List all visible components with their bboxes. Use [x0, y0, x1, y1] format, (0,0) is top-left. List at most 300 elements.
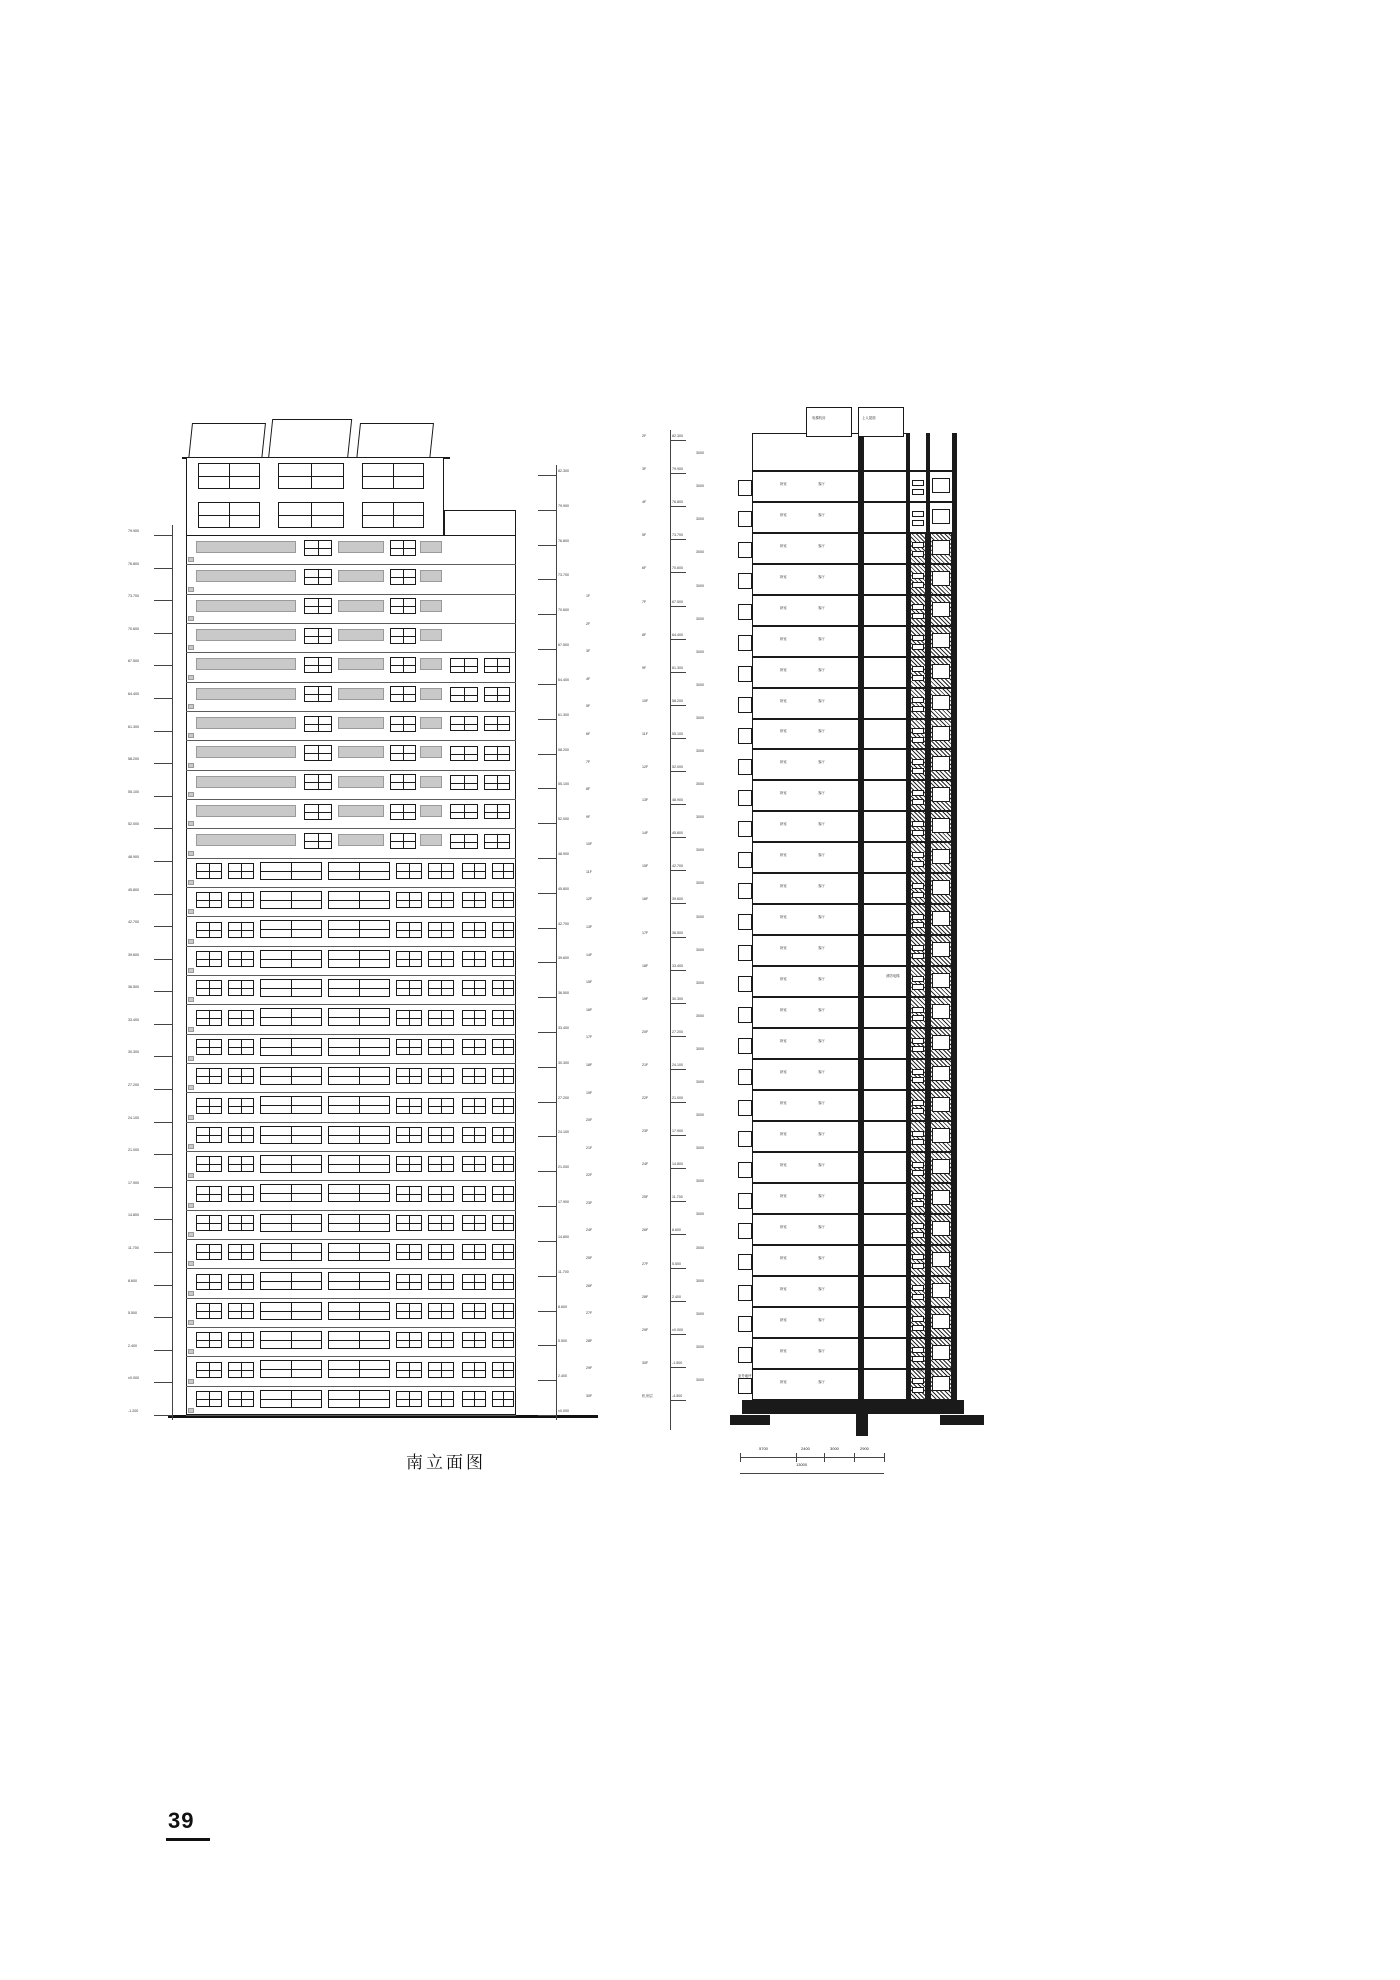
- section-floor-height-dim: 3000: [696, 1312, 704, 1317]
- room-label: 卧室: [780, 1101, 787, 1105]
- elevation-level-label: 8.600: [558, 1305, 567, 1309]
- facade-spandrel: [188, 1261, 194, 1266]
- section-floor-tag: 15F: [642, 864, 649, 868]
- facade-spandrel: [188, 792, 194, 797]
- facade-spandrel: [188, 880, 194, 885]
- facade-window: [492, 1215, 514, 1231]
- elevation-level-label: ±0.000: [558, 1409, 569, 1413]
- elevation-level-label: 61.300: [558, 713, 569, 717]
- floor-slab: [752, 748, 957, 750]
- dimension-value: 2900: [860, 1446, 869, 1451]
- floor-slab: [752, 841, 957, 843]
- level-tick: [154, 926, 172, 927]
- floor-line: [186, 1004, 516, 1005]
- elevation-level-label: 67.500: [558, 643, 569, 647]
- facade-window: [304, 569, 332, 585]
- elevator-car: [932, 880, 950, 895]
- facade-window: [492, 1186, 514, 1202]
- floor-line: [186, 711, 516, 712]
- facade-window: [196, 1127, 222, 1143]
- section-level-label: 2.400: [672, 1295, 681, 1299]
- level-tick: [538, 962, 556, 963]
- facade-window: [492, 1391, 514, 1407]
- facade-window: [492, 1362, 514, 1378]
- facade-spandrel: [188, 1173, 194, 1178]
- facade-window: [450, 687, 478, 702]
- level-tick: [538, 649, 556, 650]
- elevation-level-label: 36.500: [558, 991, 569, 995]
- section-floor-tag: 机房层: [642, 1394, 653, 1398]
- stair-flight: [912, 1294, 924, 1300]
- penthouse-window: [362, 502, 424, 528]
- facade-window: [428, 1215, 454, 1231]
- elevator-machine-room: [806, 407, 852, 437]
- outdoor-ground-label: 室外地坪: [738, 1374, 752, 1378]
- section-floor-height-dim: 3000: [696, 1014, 704, 1019]
- facade-window: [428, 1098, 454, 1114]
- facade-window: [462, 892, 486, 908]
- facade-window: [228, 951, 254, 967]
- facade-panel: [338, 541, 384, 553]
- level-tick: [670, 1168, 686, 1169]
- elevation-level-label: 55.100: [558, 782, 569, 786]
- floor-line: [186, 1092, 516, 1093]
- level-tick: [670, 672, 686, 673]
- section-floor-height-dim: 3000: [696, 1279, 704, 1284]
- section-level-label: 33.400: [672, 964, 683, 968]
- floor-slab: [752, 996, 957, 998]
- balcony: [738, 480, 752, 496]
- elevation-floor-tag: 22F: [586, 1173, 593, 1177]
- stair-flight: [912, 1193, 924, 1199]
- floor-slab: [752, 872, 957, 874]
- room-label: 客厅: [818, 668, 825, 672]
- facade-window: [492, 980, 514, 996]
- facade-window: [462, 1244, 486, 1260]
- facade-panel: [338, 658, 384, 670]
- room-label: 卧室: [780, 1256, 787, 1260]
- room-label: 客厅: [818, 1163, 825, 1167]
- facade-window: [428, 980, 454, 996]
- level-tick: [154, 633, 172, 634]
- balcony: [738, 790, 752, 806]
- facade-panel: [196, 776, 296, 788]
- facade-window: [260, 1214, 322, 1232]
- facade-spandrel: [188, 997, 194, 1002]
- room-label: 客厅: [818, 606, 825, 610]
- stair-flight: [912, 675, 924, 681]
- level-tick: [670, 1234, 686, 1235]
- facade-panel: [338, 776, 384, 788]
- facade-window: [328, 862, 390, 880]
- elevation-level-label: 58.200: [128, 757, 139, 761]
- balcony: [738, 511, 752, 527]
- balcony: [738, 1285, 752, 1301]
- elevation-level-label: 5.500: [558, 1339, 567, 1343]
- elevation-floor-tag: 8F: [586, 787, 591, 791]
- floor-line: [186, 1386, 516, 1387]
- stair-flight: [912, 914, 924, 920]
- facade-window: [196, 1303, 222, 1319]
- facade-panel: [196, 688, 296, 700]
- section-floor-height-dim: 3000: [696, 1246, 704, 1251]
- elevation-floor-tag: 11F: [586, 870, 592, 874]
- facade-window: [484, 775, 510, 790]
- level-tick: [154, 959, 172, 960]
- elevation-level-label: 58.200: [558, 748, 569, 752]
- room-label: 卧室: [780, 668, 787, 672]
- section-level-label: 36.500: [672, 931, 683, 935]
- section-floor-height-dim: 3000: [696, 1345, 704, 1350]
- section-floor-tag: 3F: [642, 467, 647, 471]
- stair-flight: [912, 489, 924, 495]
- elevation-floor-tag: 19F: [586, 1091, 593, 1095]
- section-floor-tag: 27F: [642, 1262, 649, 1266]
- balcony: [738, 1193, 752, 1209]
- facade-window: [328, 1243, 390, 1261]
- level-tick: [538, 1032, 556, 1033]
- room-label: 卧室: [780, 760, 787, 764]
- level-tick: [538, 1345, 556, 1346]
- stair-flight: [912, 1046, 924, 1052]
- level-tick: [538, 1067, 556, 1068]
- facade-window: [260, 1126, 322, 1144]
- elevation-level-label: ±0.000: [128, 1376, 139, 1380]
- facade-window: [484, 746, 510, 761]
- facade-window: [390, 774, 416, 790]
- elevator-car: [932, 1314, 950, 1329]
- floor-line: [186, 1415, 516, 1416]
- elevator-car: [932, 1004, 950, 1019]
- elevation-level-label: 52.000: [128, 822, 139, 826]
- section-level-label: 76.800: [672, 500, 683, 504]
- facade-window: [228, 1274, 254, 1290]
- elevator-car: [932, 1376, 950, 1391]
- penthouse-window: [198, 463, 260, 489]
- elevator-car: [932, 1128, 950, 1143]
- room-label: 客厅: [818, 1070, 825, 1074]
- stair-flight: [912, 1038, 924, 1044]
- facade-window: [492, 1274, 514, 1290]
- stair-flight: [912, 976, 924, 982]
- floor-slab: [752, 1089, 957, 1091]
- facade-window: [462, 1010, 486, 1026]
- facade-window: [492, 1156, 514, 1172]
- room-label: 卧室: [780, 1132, 787, 1136]
- elevation-level-label: 52.000: [558, 817, 569, 821]
- section-floor-height-dim: 3000: [696, 484, 704, 489]
- stair-flight: [912, 759, 924, 765]
- facade-window: [396, 1303, 422, 1319]
- stair-flight: [912, 892, 924, 898]
- facade-panel: [338, 834, 384, 846]
- elevation-level-label: 45.800: [128, 888, 139, 892]
- level-tick: [670, 804, 686, 805]
- floor-line: [186, 1327, 516, 1328]
- stair-flight: [912, 945, 924, 951]
- level-tick: [154, 1415, 172, 1416]
- facade-window: [228, 1244, 254, 1260]
- facade-spandrel: [188, 1408, 194, 1413]
- stair-flight: [912, 790, 924, 796]
- level-tick: [154, 600, 172, 601]
- balcony: [738, 976, 752, 992]
- facade-window: [260, 1155, 322, 1173]
- elevation-level-label: 36.500: [128, 985, 139, 989]
- stair-flight: [912, 1201, 924, 1207]
- stair-flight: [912, 480, 924, 486]
- facade-spandrel: [188, 763, 194, 768]
- elevator-car: [932, 756, 950, 771]
- level-tick: [538, 545, 556, 546]
- facade-window: [462, 863, 486, 879]
- section-floor-tag: 4F: [642, 500, 647, 504]
- section-floor-tag: 9F: [642, 666, 647, 670]
- floor-line: [186, 946, 516, 947]
- facade-window: [304, 657, 332, 673]
- level-tick: [154, 1056, 172, 1057]
- elevation-level-label: 48.900: [558, 852, 569, 856]
- balcony: [738, 635, 752, 651]
- foundation-footing-left: [730, 1415, 770, 1425]
- facade-window: [428, 863, 454, 879]
- room-label: 客厅: [818, 729, 825, 733]
- level-tick: [670, 1301, 686, 1302]
- stair-flight: [912, 666, 924, 672]
- facade-panel: [420, 658, 442, 670]
- facade-window: [328, 1390, 390, 1408]
- elevator-car: [932, 1252, 950, 1267]
- room-label: 卧室: [780, 1070, 787, 1074]
- section-level-label: 58.200: [672, 699, 683, 703]
- section-outer-wall-left: [752, 433, 864, 1400]
- floor-slab: [752, 934, 957, 936]
- facade-spandrel: [188, 1291, 194, 1296]
- elevation-level-label: 79.900: [128, 529, 139, 533]
- facade-window: [260, 1184, 322, 1202]
- stair-flight: [912, 922, 924, 928]
- room-label: 客厅: [818, 513, 825, 517]
- elevation-floor-tag: 24F: [586, 1228, 593, 1232]
- facade-window: [396, 1156, 422, 1172]
- level-tick: [538, 1311, 556, 1312]
- facade-panel: [420, 834, 442, 846]
- facade-window: [428, 922, 454, 938]
- facade-window: [260, 1067, 322, 1085]
- room-label: 卧室: [780, 1194, 787, 1198]
- facade-window: [492, 922, 514, 938]
- elevation-level-label: 42.700: [128, 920, 139, 924]
- facade-window: [390, 804, 416, 820]
- elevation-level-label: 64.400: [558, 678, 569, 682]
- level-tick: [670, 1268, 686, 1269]
- elevator-car: [932, 911, 950, 926]
- stair-flight: [912, 1316, 924, 1322]
- level-tick: [670, 572, 686, 573]
- section-level-label: 82.300: [672, 434, 683, 438]
- facade-panel: [338, 600, 384, 612]
- section-level-label: 45.800: [672, 831, 683, 835]
- elevation-floor-tag: 6F: [586, 732, 591, 736]
- facade-window: [260, 1272, 322, 1290]
- balcony: [738, 573, 752, 589]
- dimension-tick: [824, 1453, 825, 1462]
- section-level-label: 73.700: [672, 533, 683, 537]
- facade-window: [228, 1010, 254, 1026]
- level-tick: [538, 823, 556, 824]
- stair-flight: [912, 1139, 924, 1145]
- facade-window: [484, 658, 510, 673]
- section-floor-height-dim: 3000: [696, 550, 704, 555]
- facade-spandrel: [188, 1232, 194, 1237]
- room-label: 客厅: [818, 822, 825, 826]
- facade-spandrel: [188, 1027, 194, 1032]
- section-floor-tag: 2F: [642, 434, 647, 438]
- balcony: [738, 759, 752, 775]
- facade-window: [228, 1391, 254, 1407]
- facade-window: [492, 1244, 514, 1260]
- facade-window: [390, 540, 416, 556]
- elevator-car: [932, 1190, 950, 1205]
- section-level-label: 24.100: [672, 1063, 683, 1067]
- penthouse-window: [198, 502, 260, 528]
- elevation-floor-tag: 13F: [586, 925, 593, 929]
- elevation-level-label: 61.300: [128, 725, 139, 729]
- section-floor-tag: 19F: [642, 997, 649, 1001]
- stair-flight: [912, 1015, 924, 1021]
- floor-slab: [752, 1182, 957, 1184]
- facade-window: [196, 1244, 222, 1260]
- room-label: 客厅: [818, 1008, 825, 1012]
- facade-window: [260, 1008, 322, 1026]
- room-label: 卧室: [780, 822, 787, 826]
- floor-line: [186, 828, 516, 829]
- level-tick: [538, 754, 556, 755]
- facade-window: [328, 1008, 390, 1026]
- facade-window: [484, 804, 510, 819]
- facade-panel: [420, 805, 442, 817]
- dimension-tick: [884, 1453, 885, 1462]
- elevator-car: [932, 1159, 950, 1174]
- floor-line: [186, 652, 516, 653]
- facade-spandrel: [188, 1115, 194, 1120]
- elevation-level-label: 30.300: [558, 1061, 569, 1065]
- elevation-level-label: 27.200: [128, 1083, 139, 1087]
- section-level-label: 61.300: [672, 666, 683, 670]
- stair-flight: [912, 1007, 924, 1013]
- section-floor-height-dim: 3000: [696, 617, 704, 622]
- level-tick: [670, 903, 686, 904]
- floor-slab: [752, 532, 957, 534]
- facade-window: [196, 951, 222, 967]
- facade-panel: [338, 717, 384, 729]
- stair-flight: [912, 861, 924, 867]
- floor-slab: [752, 501, 957, 503]
- facade-window: [492, 1098, 514, 1114]
- elevation-level-label: 11.700: [128, 1246, 139, 1250]
- balcony: [738, 883, 752, 899]
- balcony: [738, 1347, 752, 1363]
- foundation-slab: [742, 1400, 964, 1414]
- stair-flight: [912, 1325, 924, 1331]
- floor-slab: [752, 687, 957, 689]
- elevation-level-label: 33.400: [128, 1018, 139, 1022]
- balcony: [738, 604, 752, 620]
- room-label: 卧室: [780, 1039, 787, 1043]
- floor-line: [186, 770, 516, 771]
- facade-window: [196, 1391, 222, 1407]
- stair-flight: [912, 1387, 924, 1393]
- facade-window: [492, 951, 514, 967]
- stair-flight: [912, 573, 924, 579]
- elevation-level-label: 70.600: [128, 627, 139, 631]
- floor-line: [186, 1151, 516, 1152]
- elevator-car: [932, 540, 950, 555]
- facade-window: [260, 1331, 322, 1349]
- section-floor-tag: 25F: [642, 1195, 649, 1199]
- section-floor-height-dim: 3000: [696, 815, 704, 820]
- stair-flight: [912, 1223, 924, 1229]
- level-tick: [538, 475, 556, 476]
- level-tick: [538, 1171, 556, 1172]
- facade-window: [462, 1362, 486, 1378]
- level-tick: [670, 738, 686, 739]
- section-floor-height-dim: 3000: [696, 517, 704, 522]
- floor-slab: [752, 779, 957, 781]
- elevator-car: [932, 787, 950, 802]
- elevation-level-label: 30.300: [128, 1050, 139, 1054]
- facade-window: [390, 745, 416, 761]
- stair-flight: [912, 799, 924, 805]
- penthouse-window: [278, 502, 344, 528]
- facade-spandrel: [188, 1320, 194, 1325]
- level-tick: [154, 796, 172, 797]
- facade-window: [462, 1068, 486, 1084]
- facade-window: [492, 1039, 514, 1055]
- level-tick: [670, 1069, 686, 1070]
- page-number-rule: [166, 1838, 210, 1841]
- level-tick: [154, 894, 172, 895]
- facade-window: [228, 1098, 254, 1114]
- facade-window: [462, 1391, 486, 1407]
- facade-spandrel: [188, 675, 194, 680]
- roof-cap-left: [188, 423, 266, 461]
- facade-window: [196, 1010, 222, 1026]
- facade-window: [304, 686, 332, 702]
- stair-flight: [912, 1069, 924, 1075]
- elevation-level-label: 39.600: [558, 956, 569, 960]
- level-tick: [538, 1136, 556, 1137]
- section-floor-tag: 14F: [642, 831, 649, 835]
- elevation-level-label: 24.100: [128, 1116, 139, 1120]
- section-shaft-wall: [952, 433, 957, 1400]
- dimension-line-total: [740, 1473, 884, 1474]
- room-label: 卧室: [780, 1380, 787, 1384]
- stair-flight: [912, 1285, 924, 1291]
- facade-window: [228, 1332, 254, 1348]
- floor-line: [186, 564, 516, 565]
- facade-window: [260, 1038, 322, 1056]
- stair-flight: [912, 1263, 924, 1269]
- elevation-level-label: 45.800: [558, 887, 569, 891]
- facade-window: [396, 951, 422, 967]
- level-tick: [670, 870, 686, 871]
- level-tick: [154, 1317, 172, 1318]
- facade-spandrel: [188, 1349, 194, 1354]
- balcony: [738, 542, 752, 558]
- floor-slab: [752, 718, 957, 720]
- facade-window: [492, 1010, 514, 1026]
